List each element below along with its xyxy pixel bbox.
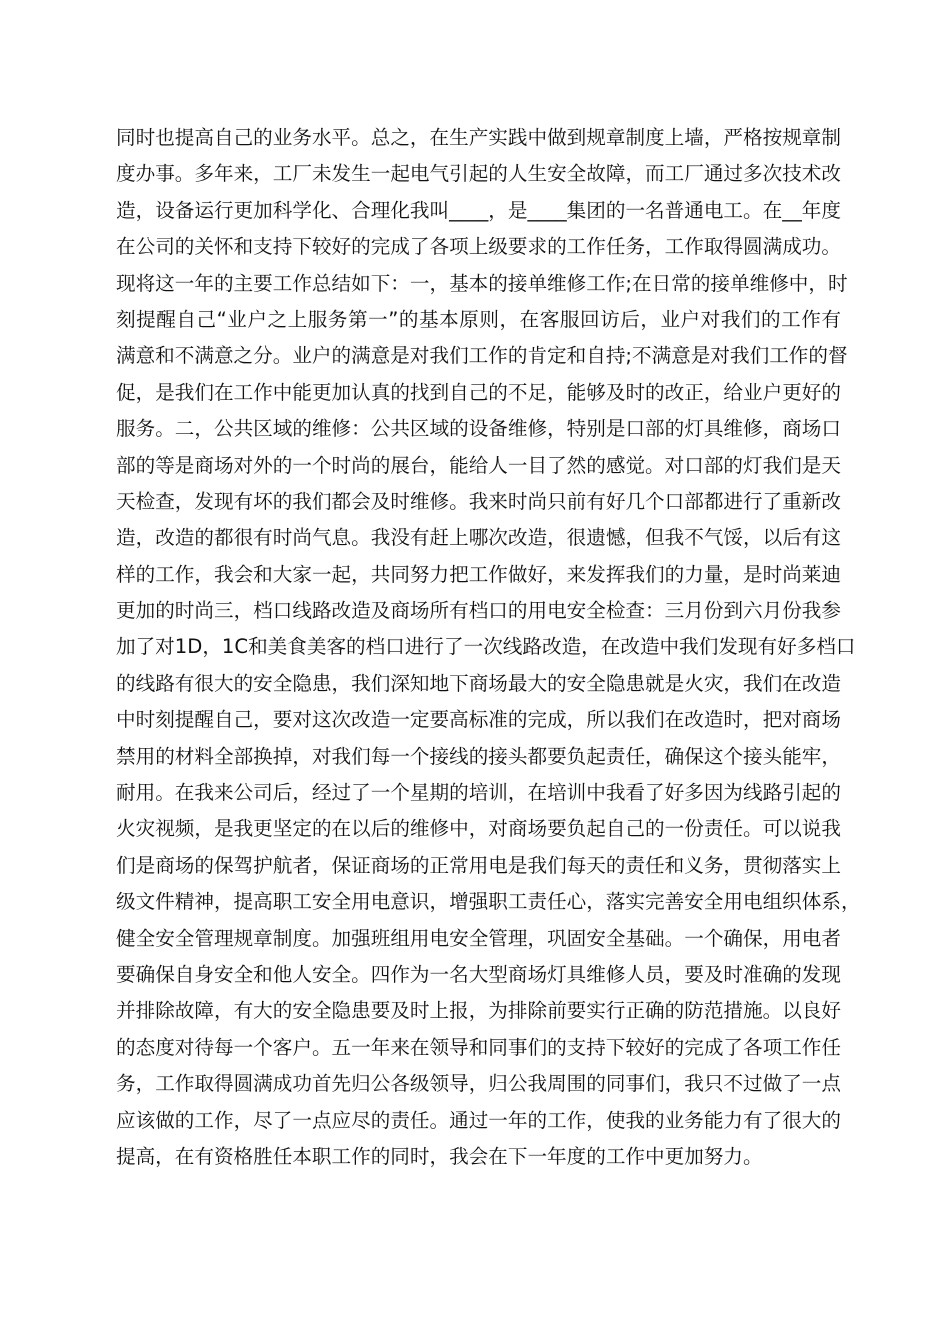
text-line: 中时刻提醒自己，要对这次改造一定要高标准的完成，所以我们在改造时，把对商场 <box>116 708 841 732</box>
text-line: 同时也提高自己的业务水平。总之，在生产实践中做到规章制度上墙，严格按规章制 <box>116 126 841 149</box>
text-line: 度办事。多年来，工厂未发生一起电气引起的人生安全故障，而工厂通过多次技术改 <box>116 162 841 186</box>
text-line: 现将这一年的主要工作总结如下：一，基本的接单维修工作;在日常的接单维修中，时 <box>116 271 848 295</box>
text-line: 耐用。在我来公司后，经过了一个星期的培训，在培训中我看了好多因为线路引起的 <box>116 781 841 805</box>
text-line: 要确保自身安全和他人安全。四作为一名大型商场灯具维修人员，要及时准确的发现 <box>116 962 841 986</box>
text-line: 满意和不满意之分。业户的满意是对我们工作的肯定和自持;不满意是对我们工作的督 <box>116 344 848 368</box>
text-line: 造，改造的都很有时尚气息。我没有赶上哪次改造，很遗憾，但我不气馁，以后有这 <box>116 526 841 550</box>
text-line: 火灾视频，是我更坚定的在以后的维修中，对商场要负起自己的一份责任。可以说我 <box>116 817 841 841</box>
text-line: 刻提醒自己“业户之上服务第一”的基本原则，在客服回访后，业户对我们的工作有 <box>116 307 841 331</box>
text-line: 并排除故障，有大的安全隐患要及时上报，为排除前要实行正确的防范措施。以良好 <box>116 999 841 1023</box>
text-line: 促，是我们在工作中能更加认真的找到自己的不足，能够及时的改正，给业户更好的 <box>116 380 841 404</box>
text-line: 禁用的材料全部换掉，对我们每一个接线的接头都要负起责任，确保这个接头能牢， <box>116 744 841 768</box>
text-line: 天检查，发现有坏的我们都会及时维修。我来时尚只前有好几个口部都进行了重新改 <box>116 489 841 513</box>
text-line: 在公司的关怀和支持下较好的完成了各项上级要求的工作任务，工作取得圆满成功。 <box>116 235 841 259</box>
text-line: 造，设备运行更加科学化、合理化我叫____，是____集团的一名普通电工。在__年度 <box>116 198 841 222</box>
text-line: 的线路有很大的安全隐患，我们深知地下商场最大的安全隐患就是火灾，我们在改造 <box>116 671 841 695</box>
text-line: 更加的时尚三，档口线路改造及商场所有档口的用电安全检查：三月份到六月份我参 <box>116 599 841 623</box>
text-line-last: 提高，在有资格胜任本职工作的同时，我会在下一年度的工作中更加努力。 <box>116 1144 763 1168</box>
body-text <box>116 120 861 1175</box>
text-line: 样的工作，我会和大家一起，共同努力把工作做好，来发挥我们的力量，是时尚莱迪 <box>116 562 841 586</box>
text-line: 级文件精神，提高职工安全用电意识，增强职工责任心，落实完善安全用电组织体系， <box>116 890 861 914</box>
text-line: 务，工作取得圆满成功首先归公各级领导，归公我周围的同事们，我只不过做了一点 <box>116 1072 841 1096</box>
text-line: 服务。二，公共区域的维修：公共区域的设备维修，特别是口部的灯具维修，商场口 <box>116 417 841 441</box>
text-line: 应该做的工作，尽了一点应尽的责任。通过一年的工作，使我的业务能力有了很大的 <box>116 1108 841 1132</box>
text-line: 部的等是商场对外的一个时尚的展台，能给人一目了然的感觉。对口部的灯我们是天 <box>116 453 841 477</box>
text-line: 们是商场的保驾护航者，保证商场的正常用电是我们每天的责任和义务，贯彻落实上 <box>116 853 841 877</box>
text-line: 的态度对待每一个客户。五一年来在领导和同事们的支持下较好的完成了各项工作任 <box>116 1035 841 1059</box>
text-line: 健全安全管理规章制度。加强班组用电安全管理，巩固安全基础。一个确保，用电者 <box>116 926 841 950</box>
text-line: 加了对1D，1C和美食美客的档口进行了一次线路改造，在改造中我们发现有好多档口 <box>116 635 856 659</box>
